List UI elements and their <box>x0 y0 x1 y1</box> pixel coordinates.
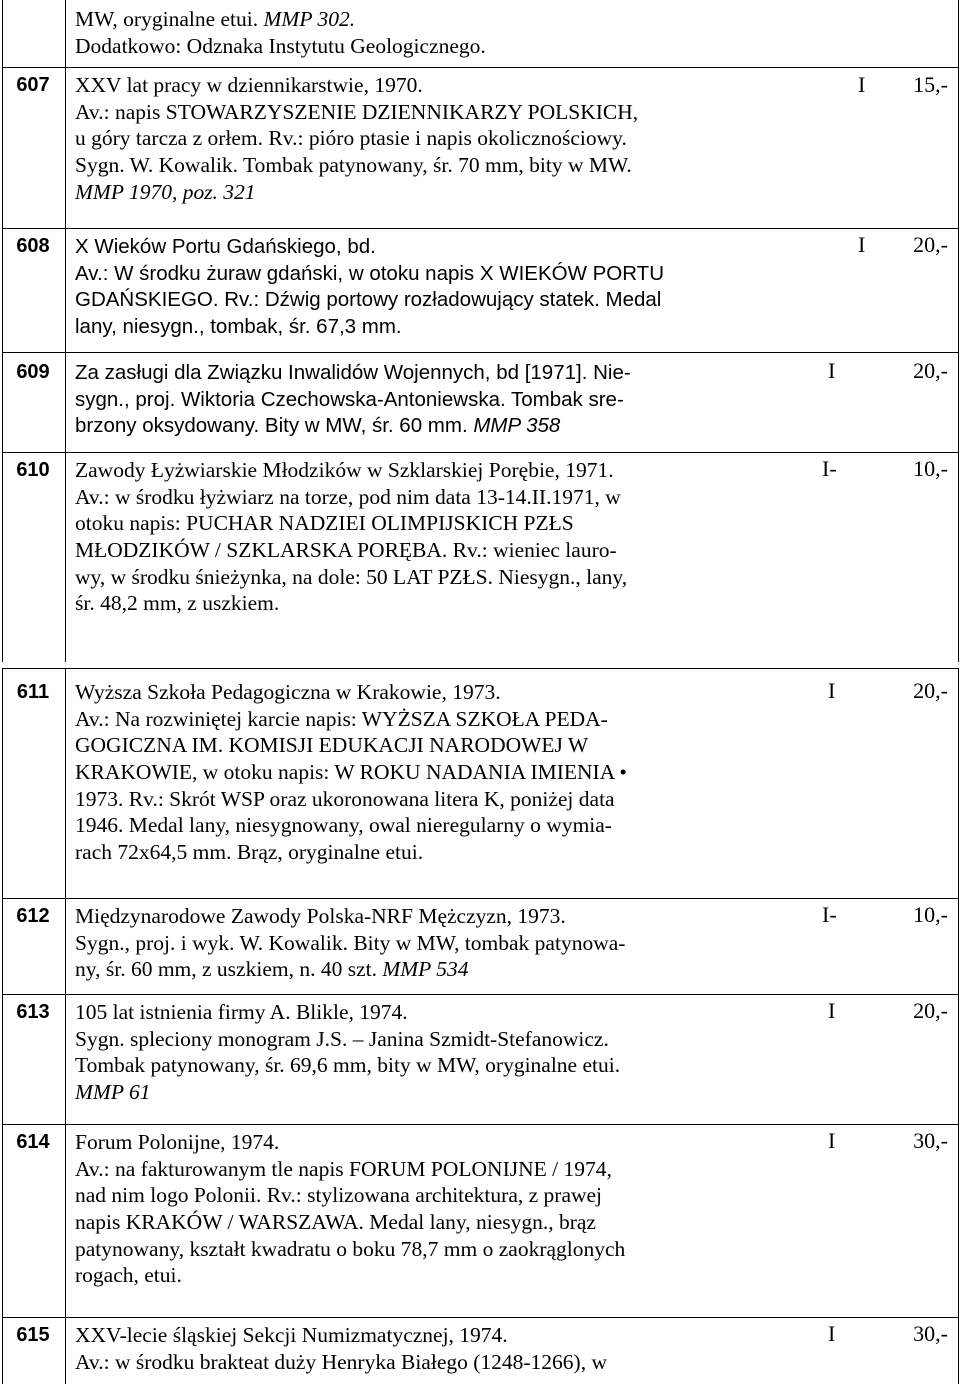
table-right-border <box>958 0 959 662</box>
description-line <box>75 152 638 179</box>
text-run: Av.: W środku żuraw gdański, w otoku napis X WIEKÓW PORTU <box>75 261 664 285</box>
text-run: MMP 358 <box>473 414 561 438</box>
row-separator <box>2 228 959 229</box>
row-separator <box>2 352 959 353</box>
text-run: rogach, etui. <box>75 1263 182 1288</box>
description-line <box>75 286 664 313</box>
description-line <box>75 1026 620 1053</box>
entry-description <box>75 999 620 1106</box>
description-line <box>75 125 638 152</box>
description-line <box>75 6 486 33</box>
text-run: MŁODZIKÓW / SZKLARSKA PORĘBA. Rv.: wieniec lauro- <box>75 538 617 563</box>
lot-number: 614 <box>16 1131 50 1153</box>
text-run: Av.: w środku brakteat duży Henryka Białego (1248-1266), w <box>75 1349 607 1374</box>
lot-number: 608 <box>16 235 50 257</box>
text-run: 105 lat istnienia firmy A. Blikle, 1974. <box>75 1000 408 1024</box>
text-run: Wyższa Szkoła Pedagogiczna w Krakowie, 1973. <box>75 680 501 704</box>
entry-description <box>75 903 625 983</box>
description-line <box>75 999 620 1026</box>
row-separator <box>2 1124 959 1125</box>
description-line <box>75 732 627 759</box>
column-divider <box>65 0 66 662</box>
table-left-border <box>2 668 3 1384</box>
price: 20,- <box>913 998 948 1023</box>
description-line <box>75 412 631 439</box>
price: 20,- <box>913 358 948 383</box>
text-run: ny, śr. 60 mm, z uszkiem, n. 40 szt. <box>75 957 383 982</box>
text-run: Międzynarodowe Zawody Polska-NRF Mężczyzn, 1973. <box>75 904 566 928</box>
grade: I <box>828 358 836 383</box>
row-separator <box>2 452 959 453</box>
entry-description <box>75 679 627 866</box>
description-line <box>75 510 627 537</box>
description-line <box>75 786 627 813</box>
lot-number: 611 <box>16 681 50 703</box>
description-line <box>75 33 486 60</box>
entry-description <box>75 457 627 617</box>
grade: I <box>828 678 836 703</box>
description-line <box>75 1182 625 1209</box>
description-line <box>75 457 627 484</box>
description-line <box>75 359 631 386</box>
lot-number: 610 <box>16 459 50 481</box>
text-run: otoku napis: PUCHAR NADZIEI OLIMPIJSKICH PZŁS <box>75 511 574 536</box>
text-run: Sygn. spleciony monogram J.S. – Janina Szmidt-Stefanowicz. <box>75 1026 609 1051</box>
description-line <box>75 1349 607 1376</box>
lot-number: 612 <box>16 905 50 927</box>
text-run: MMP 1970, poz. 321 <box>75 179 256 204</box>
entry-description <box>75 6 486 59</box>
description-line <box>75 72 638 99</box>
description-line <box>75 812 627 839</box>
table-right-border <box>958 668 959 1384</box>
text-run: Tombak patynowany, śr. 69,6 mm, bity w MW, oryginalne etui. <box>75 1053 621 1078</box>
text-run: Sygn. W. Kowalik. Tombak patynowany, śr. 70 mm, bity w MW. <box>75 153 632 178</box>
lot-number: 607 <box>16 74 50 96</box>
text-run: wy, w środku śnieżynka, na dole: 50 LAT PZŁS. Niesygn., lany, <box>75 564 628 589</box>
text-run: rach 72x64,5 mm. Brąz, oryginalne etui. <box>75 840 424 865</box>
description-line <box>75 1236 625 1263</box>
text-run: śr. 48,2 mm, z uszkiem. <box>75 591 280 616</box>
grade: I <box>828 1128 836 1153</box>
text-run: 1946. Medal lany, niesygnowany, owal nieregularny o wymia- <box>75 813 612 838</box>
text-run: GDAŃSKIEGO. Rv.: Dźwig portowy rozładowujący statek. Medal <box>75 288 662 312</box>
row-separator <box>2 898 959 899</box>
entry-description <box>75 1322 607 1375</box>
price: 15,- <box>913 72 948 97</box>
grade: I- <box>822 902 837 927</box>
entry-description <box>75 72 638 205</box>
entry-description <box>75 359 631 439</box>
description-line <box>75 537 627 564</box>
text-run: Sygn., proj. i wyk. W. Kowalik. Bity w MW, tombak patynowa- <box>75 930 626 955</box>
grade: I- <box>822 456 837 481</box>
text-run: 1973. Rv.: Skrót WSP oraz ukoronowana litera K, poniżej data <box>75 786 615 811</box>
text-run: napis KRAKÓW / WARSZAWA. Medal lany, niesygn., brąz <box>75 1210 596 1235</box>
text-run: MMP 302. <box>263 7 356 31</box>
description-line <box>75 313 664 340</box>
description-line <box>75 930 625 957</box>
price: 30,- <box>913 1128 948 1153</box>
description-line <box>75 1079 620 1106</box>
text-run: u góry tarcza z orłem. Rv.: pióro ptasie i napis okolicznościowy. <box>75 126 627 151</box>
text-run: sygn., proj. Wiktoria Czechowska-Antoniewska. Tombak sre- <box>75 387 624 411</box>
description-line <box>75 564 627 591</box>
entry-description <box>75 1129 625 1289</box>
text-run: X Wieków Portu Gdańskiego, bd. <box>75 235 376 258</box>
lot-number: 613 <box>16 1001 50 1023</box>
column-divider <box>65 668 66 1384</box>
price: 10,- <box>913 902 948 927</box>
text-run: Av.: Na rozwiniętej karcie napis: WYŻSZA SZKOŁA PEDA- <box>75 706 608 731</box>
text-run: Av.: w środku łyżwiarz na torze, pod nim data 13-14.II.1971, w <box>75 484 621 509</box>
row-separator <box>2 994 959 995</box>
description-line <box>75 1156 625 1183</box>
row-separator <box>2 67 959 68</box>
description-line <box>75 679 627 706</box>
text-run: XXV-lecie śląskiej Sekcji Numizmatycznej, 1974. <box>75 1323 508 1347</box>
grade: I <box>858 232 866 257</box>
description-line <box>75 386 631 413</box>
description-line <box>75 956 625 983</box>
price: 30,- <box>913 1321 948 1346</box>
description-line <box>75 903 625 930</box>
text-run: Forum Polonijne, 1974. <box>75 1130 280 1154</box>
description-line <box>75 590 627 617</box>
description-line <box>75 1129 625 1156</box>
text-run: Dodatkowo: Odznaka Instytutu Geologicznego. <box>75 33 486 58</box>
text-run: patynowany, kształt kwadratu o boku 78,7 mm o zaokrąglonych <box>75 1236 626 1261</box>
row-separator <box>2 668 959 669</box>
price: 10,- <box>913 456 948 481</box>
entry-description <box>75 233 664 340</box>
description-line <box>75 1052 620 1079</box>
text-run: nad nim logo Polonii. Rv.: stylizowana architektura, z prawej <box>75 1183 603 1208</box>
grade: I <box>828 1321 836 1346</box>
text-run: Av.: napis STOWARZYSZENIE DZIENNIKARZY POLSKICH, <box>75 99 639 124</box>
lot-number: 609 <box>16 361 50 383</box>
row-separator <box>2 1317 959 1318</box>
description-line <box>75 839 627 866</box>
grade: I <box>828 998 836 1023</box>
price: 20,- <box>913 232 948 257</box>
description-line <box>75 99 638 126</box>
description-line <box>75 1262 625 1289</box>
text-run: MMP 534 <box>382 957 469 982</box>
text-run: Zawody Łyżwiarskie Młodzików w Szklarskiej Porębie, 1971. <box>75 458 614 482</box>
description-line <box>75 484 627 511</box>
lot-number: 615 <box>16 1324 50 1346</box>
description-line <box>75 1322 607 1349</box>
text-run: XXV lat pracy w dziennikarstwie, 1970. <box>75 73 423 97</box>
description-line <box>75 233 664 260</box>
text-run: lany, niesygn., tombak, śr. 67,3 mm. <box>75 315 402 339</box>
price: 20,- <box>913 678 948 703</box>
text-run: MMP 61 <box>75 1080 151 1105</box>
text-run: Za zasługi dla Związku Inwalidów Wojennych, bd [1971]. Nie- <box>75 361 631 384</box>
table-left-border <box>2 0 3 662</box>
text-run: KRAKOWIE, w otoku napis: W ROKU NADANIA IMIENIA • <box>75 760 627 785</box>
description-line <box>75 1209 625 1236</box>
grade: I <box>858 72 866 97</box>
description-line <box>75 260 664 287</box>
description-line <box>75 706 627 733</box>
text-run: MW, oryginalne etui. <box>75 7 264 31</box>
text-run: GOGICZNA IM. KOMISJI EDUKACJI NARODOWEJ W <box>75 733 589 758</box>
text-run: brzony oksydowany. Bity w MW, śr. 60 mm. <box>75 414 474 438</box>
description-line <box>75 179 638 206</box>
text-run: Av.: na fakturowanym tle napis FORUM POLONIJNE / 1974, <box>75 1156 612 1181</box>
description-line <box>75 759 627 786</box>
